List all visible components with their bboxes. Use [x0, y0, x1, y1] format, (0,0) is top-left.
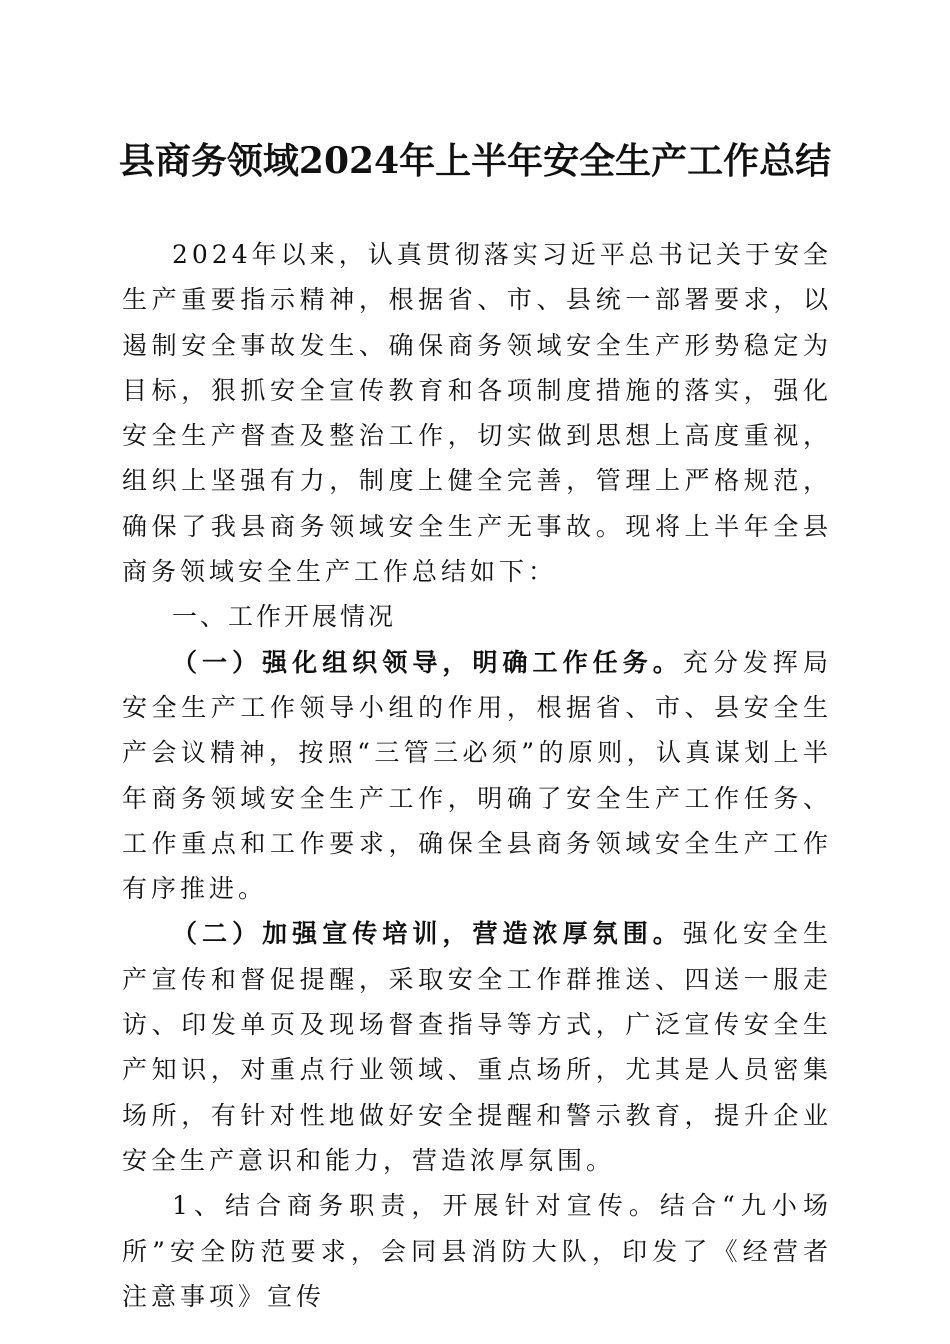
document-body	[122, 232, 832, 1319]
item-2-lead: （二）加强宣传培训，营造浓厚氛围。	[172, 919, 683, 949]
section-heading-1: 一、工作开展情况	[172, 602, 397, 632]
intro-paragraph: 2024年以来，认真贯彻落实习近平总书记关于安全生产重要指示精神，根据省、市、县统一部署要求，以遏制安全事故发生、确保商务领域安全生产形势稳定为目标，狠抓安全宣传教育和各项制度措施的落实，强化安全生产督查及整治工作，切实做到思想上高度重视，组织上坚强有力，制度上健全完善，管理上严格规范，确保了我县商务领域安全生产无事故。现将上半年全县商务领域安全生产工作总结如下：	[122, 240, 832, 587]
item-2-1-paragraph: 1、结合商务职责，开展针对宣传。结合“九小场所”安全防范要求，会同县消防大队，印发了《经营者注意事项》宣传	[122, 1191, 832, 1311]
item-2-text: 强化安全生产宣传和督促提醒，采取安全工作群推送、四送一服走访、印发单页及现场督查指导等方式，广泛宣传安全生产知识，对重点行业领域、重点场所，尤其是人员密集场所，有针对性地做好安全提醒和警示教育，提升企业安全生产意识和能力，营造浓厚氛围。	[122, 919, 832, 1175]
item-2-paragraph	[122, 911, 832, 1183]
item-1-text: 充分发挥局安全生产工作领导小组的作用，根据省、市、县安全生产会议精神，按照“三管三必须”的原则，认真谋划上半年商务领域安全生产工作，明确了安全生产工作任务、工作重点和工作要求，确保全县商务领域安全生产工作有序推进。	[122, 647, 832, 904]
document-title: 县商务领域2024年上半年安全生产工作总结	[118, 140, 832, 182]
item-1-paragraph	[122, 640, 832, 912]
item-1-lead: （一）强化组织领导，明确工作任务。	[172, 647, 683, 677]
